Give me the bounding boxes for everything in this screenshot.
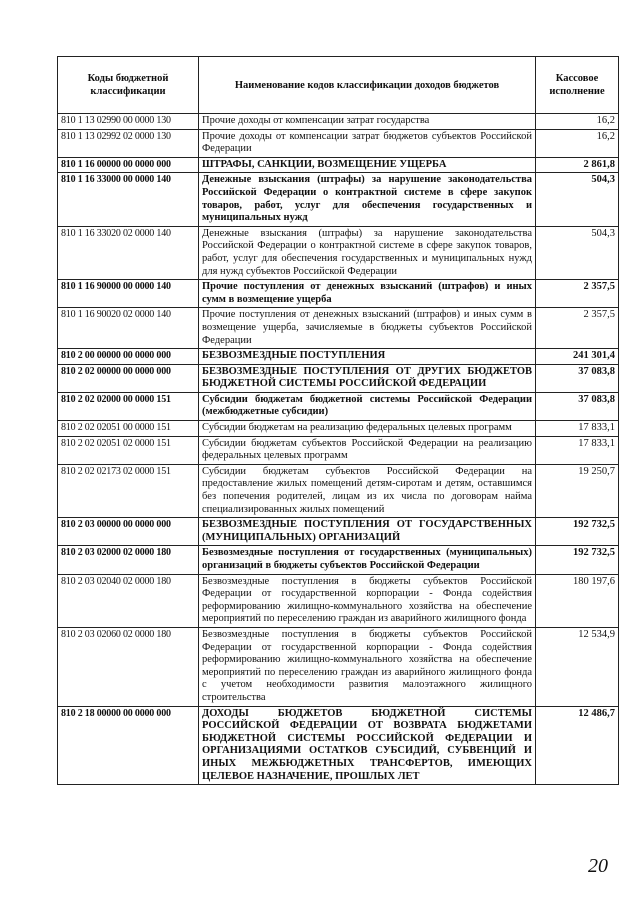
row-name: Субсидии бюджетам субъектов Российской Федерации на реализацию федеральных целевых программ (199, 436, 536, 464)
table-row (58, 546, 619, 574)
table-row (58, 706, 619, 785)
table-row (58, 129, 619, 157)
row-amount: 37 083,8 (536, 392, 619, 420)
row-name: ДОХОДЫ БЮДЖЕТОВ БЮДЖЕТНОЙ СИСТЕМЫ РОССИЙСКОЙ ФЕДЕРАЦИИ ОТ ВОЗВРАТА БЮДЖЕТАМИ БЮДЖЕТНОЙ СИСТЕМЫ РОССИЙСКОЙ ФЕДЕРАЦИИ И ОРГАНИЗАЦИЯМИ ОСТАТКОВ СУБСИДИЙ, СУБВЕНЦИЙ И ИНЫХ МЕЖБЮДЖЕТНЫХ ТРАНСФЕРТОВ, ИМЕЮЩИХ ЦЕЛЕВОЕ НАЗНАЧЕНИЕ, ПРОШЛЫХ ЛЕТ (199, 706, 536, 785)
row-name: Прочие поступления от денежных взысканий (штрафов) и иных сумм в возмещение ущерба, зачисляемые в бюджеты субъектов Российской Федерации (199, 308, 536, 349)
row-amount: 504,3 (536, 226, 619, 279)
row-amount: 16,2 (536, 129, 619, 157)
table-row (58, 464, 619, 517)
table-row (58, 280, 619, 308)
row-code: 810 1 13 02992 02 0000 130 (58, 129, 199, 157)
row-amount: 17 833,1 (536, 421, 619, 437)
row-amount: 2 357,5 (536, 308, 619, 349)
row-code: 810 2 18 00000 00 0000 000 (58, 706, 199, 785)
row-code: 810 2 03 02060 02 0000 180 (58, 627, 199, 706)
row-amount: 192 732,5 (536, 518, 619, 546)
row-name: Субсидии бюджетам на реализацию федеральных целевых программ (199, 421, 536, 437)
row-amount: 241 301,4 (536, 349, 619, 365)
row-code: 810 2 03 02000 02 0000 180 (58, 546, 199, 574)
header-code: Коды бюджетной классификации (58, 57, 199, 114)
row-code: 810 1 16 00000 00 0000 000 (58, 157, 199, 173)
row-name: Прочие доходы от компенсации затрат государства (199, 114, 536, 130)
table-row (58, 518, 619, 546)
row-name: Субсидии бюджетам субъектов Российской Федерации на предоставление жилых помещений детям-сиротам и детям, оставшимся без попечения родителей, лицам из их числа по договорам найма специализированных жилых помещений (199, 464, 536, 517)
row-code: 810 2 02 02051 00 0000 151 (58, 421, 199, 437)
row-name: Денежные взыскания (штрафы) за нарушение законодательства Российской Федерации о контрактной системе в сфере закупок товаров, работ, услуг для обеспечения государственных и муниципальных нужд для нужд субъектов Российской Федерации (199, 226, 536, 279)
row-name: Прочие поступления от денежных взысканий (штрафов) и иных сумм в возмещение ущерба (199, 280, 536, 308)
row-code: 810 2 02 02173 02 0000 151 (58, 464, 199, 517)
table-row (58, 627, 619, 706)
table-row (58, 226, 619, 279)
row-code: 810 1 16 90000 00 0000 140 (58, 280, 199, 308)
table-body (58, 114, 619, 785)
table-row (58, 421, 619, 437)
row-amount: 12 486,7 (536, 706, 619, 785)
header-name: Наименование кодов классификации доходов бюджетов (199, 57, 536, 114)
row-code: 810 1 16 33000 00 0000 140 (58, 173, 199, 226)
table-row (58, 173, 619, 226)
row-name: Безвозмездные поступления в бюджеты субъектов Российской Федерации от государственной корпорации - Фонда содействия реформированию жилищно-коммунального хозяйства на обеспечение мероприятий по переселению граждан из аварийного жилищного фонда с учетом необходимости развития малоэтажного жилищного строительства (199, 627, 536, 706)
row-name: Безвозмездные поступления в бюджеты субъектов Российской Федерации от государственной корпорации - Фонда содействия реформированию жилищно-коммунального хозяйства на обеспечение мероприятий по переселению граждан из аварийного жилищного фонда (199, 574, 536, 627)
table-row (58, 436, 619, 464)
row-amount: 180 197,6 (536, 574, 619, 627)
row-code: 810 2 02 02000 00 0000 151 (58, 392, 199, 420)
row-amount: 2 861,8 (536, 157, 619, 173)
table-row (58, 114, 619, 130)
header-amount: Кассовое исполнение (536, 57, 619, 114)
row-code: 810 1 13 02990 00 0000 130 (58, 114, 199, 130)
table-row (58, 308, 619, 349)
row-code: 810 1 16 90020 02 0000 140 (58, 308, 199, 349)
row-name: Денежные взыскания (штрафы) за нарушение законодательства Российской Федерации о контрактной системе в сфере закупок товаров, работ, услуг для обеспечения государственных и муниципальных нужд (199, 173, 536, 226)
page-number: 20 (588, 855, 608, 877)
row-amount: 504,3 (536, 173, 619, 226)
row-amount: 16,2 (536, 114, 619, 130)
table-row (58, 574, 619, 627)
row-amount: 17 833,1 (536, 436, 619, 464)
row-name: Безвозмездные поступления от государственных (муниципальных) организаций в бюджеты субъектов Российской Федерации (199, 546, 536, 574)
row-name: БЕЗВОЗМЕЗДНЫЕ ПОСТУПЛЕНИЯ ОТ ДРУГИХ БЮДЖЕТОВ БЮДЖЕТНОЙ СИСТЕМЫ РОССИЙСКОЙ ФЕДЕРАЦИИ (199, 364, 536, 392)
row-name: Прочие доходы от компенсации затрат бюджетов субъектов Российской Федерации (199, 129, 536, 157)
row-code: 810 2 02 00000 00 0000 000 (58, 364, 199, 392)
row-amount: 192 732,5 (536, 546, 619, 574)
row-code: 810 1 16 33020 02 0000 140 (58, 226, 199, 279)
table-row (58, 392, 619, 420)
table-row (58, 157, 619, 173)
row-code: 810 2 00 00000 00 0000 000 (58, 349, 199, 365)
table-row (58, 364, 619, 392)
row-name: БЕЗВОЗМЕЗДНЫЕ ПОСТУПЛЕНИЯ ОТ ГОСУДАРСТВЕННЫХ (МУНИЦИПАЛЬНЫХ) ОРГАНИЗАЦИЙ (199, 518, 536, 546)
table-row (58, 349, 619, 365)
budget-revenue-table (57, 56, 619, 785)
row-code: 810 2 03 02040 02 0000 180 (58, 574, 199, 627)
row-amount: 2 357,5 (536, 280, 619, 308)
row-amount: 37 083,8 (536, 364, 619, 392)
row-name: ШТРАФЫ, САНКЦИИ, ВОЗМЕЩЕНИЕ УЩЕРБА (199, 157, 536, 173)
row-code: 810 2 03 00000 00 0000 000 (58, 518, 199, 546)
row-code: 810 2 02 02051 02 0000 151 (58, 436, 199, 464)
table-header-row (58, 57, 619, 114)
row-amount: 12 534,9 (536, 627, 619, 706)
row-name: Субсидии бюджетам бюджетной системы Российской Федерации (межбюджетные субсидии) (199, 392, 536, 420)
row-name: БЕЗВОЗМЕЗДНЫЕ ПОСТУПЛЕНИЯ (199, 349, 536, 365)
row-amount: 19 250,7 (536, 464, 619, 517)
